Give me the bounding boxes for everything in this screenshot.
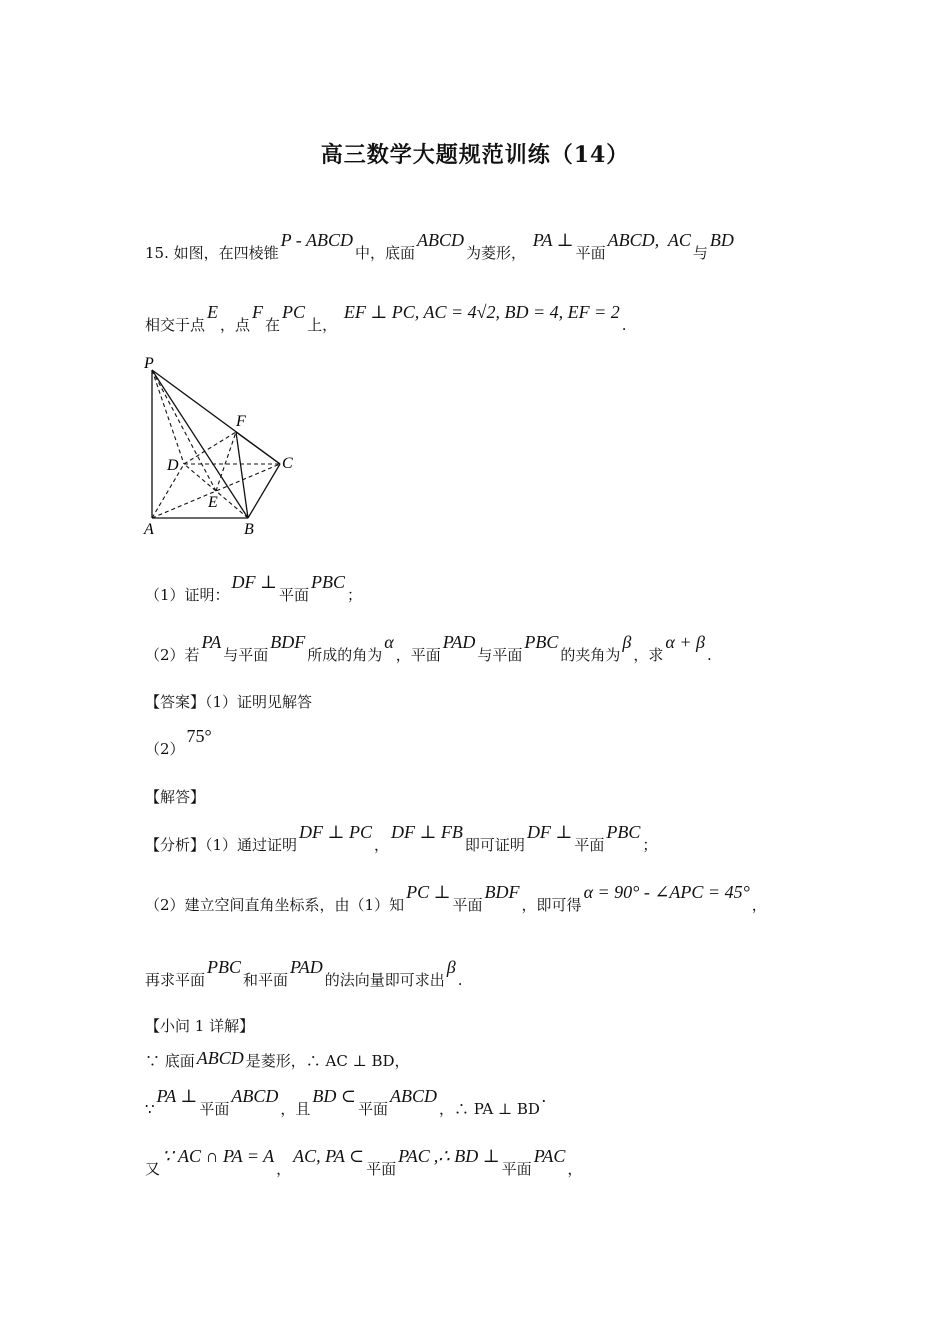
label-A: A <box>144 521 154 538</box>
problem-line-1: 15. 如图，在四棱锥P - ABCD中，底面ABCD为菱形， PA ⊥平面ABCD, AC与BD <box>145 230 734 262</box>
edge-BC <box>248 464 280 518</box>
label-D: D <box>167 457 179 474</box>
proof-step-2: ∵PA ⊥平面ABCD，且BD ⊂平面ABCD，∴ PA ⊥ BD. <box>145 1086 547 1118</box>
analysis-line-3: 再求平面PBC和平面PAD的法向量即可求出β. <box>145 957 463 989</box>
page-title: 高三数学大题规范训练（14） <box>320 142 630 168</box>
label-C: C <box>282 455 293 472</box>
answer-part2: （2）75° <box>145 726 212 758</box>
edge-PB <box>152 370 248 518</box>
question-1: （1）证明：DF ⊥平面PBC； <box>145 572 362 604</box>
edge-PD <box>152 370 184 464</box>
problem-line-2: 相交于点E，点F在PC上， EF ⊥ PC, AC = 4√2, BD = 4, EF = 2. <box>145 302 627 334</box>
proof-step-3: 又∵ AC ∩ PA = A，AC, PA ⊂平面PAC ,∴ BD ⊥平面PAC， <box>145 1146 583 1178</box>
pyramid-figure <box>140 352 310 542</box>
label-P: P <box>144 355 154 372</box>
question-2: （2）若PA与平面BDF所成的角为α，平面PAD与平面PBC的夹角为β，求α + β. <box>145 632 712 664</box>
edge-FC-link <box>236 432 280 464</box>
edge-PE <box>152 370 216 491</box>
edge-FB <box>236 432 248 518</box>
answer-header: 【答案】（1）证明见解答 <box>145 693 313 711</box>
proof-step-1: ∵ 底面 ABCD 是菱形，∴ AC ⊥ BD， <box>145 1048 410 1070</box>
analysis-line-1: 【分析】（1）通过证明DF ⊥ PC，DF ⊥ FB即可证明DF ⊥平面PBC； <box>145 822 658 854</box>
label-B: B <box>244 521 254 538</box>
edge-EF <box>216 432 236 491</box>
solution-header: 【解答】 <box>145 788 206 806</box>
analysis-line-2: （2）建立空间直角坐标系，由（1）知PC ⊥平面BDF，即可得α = 90° - ∠APC = 45°， <box>145 882 767 914</box>
label-F: F <box>236 413 246 430</box>
sub1-header: 【小问 1 详解】 <box>145 1017 255 1035</box>
label-E: E <box>208 494 218 511</box>
